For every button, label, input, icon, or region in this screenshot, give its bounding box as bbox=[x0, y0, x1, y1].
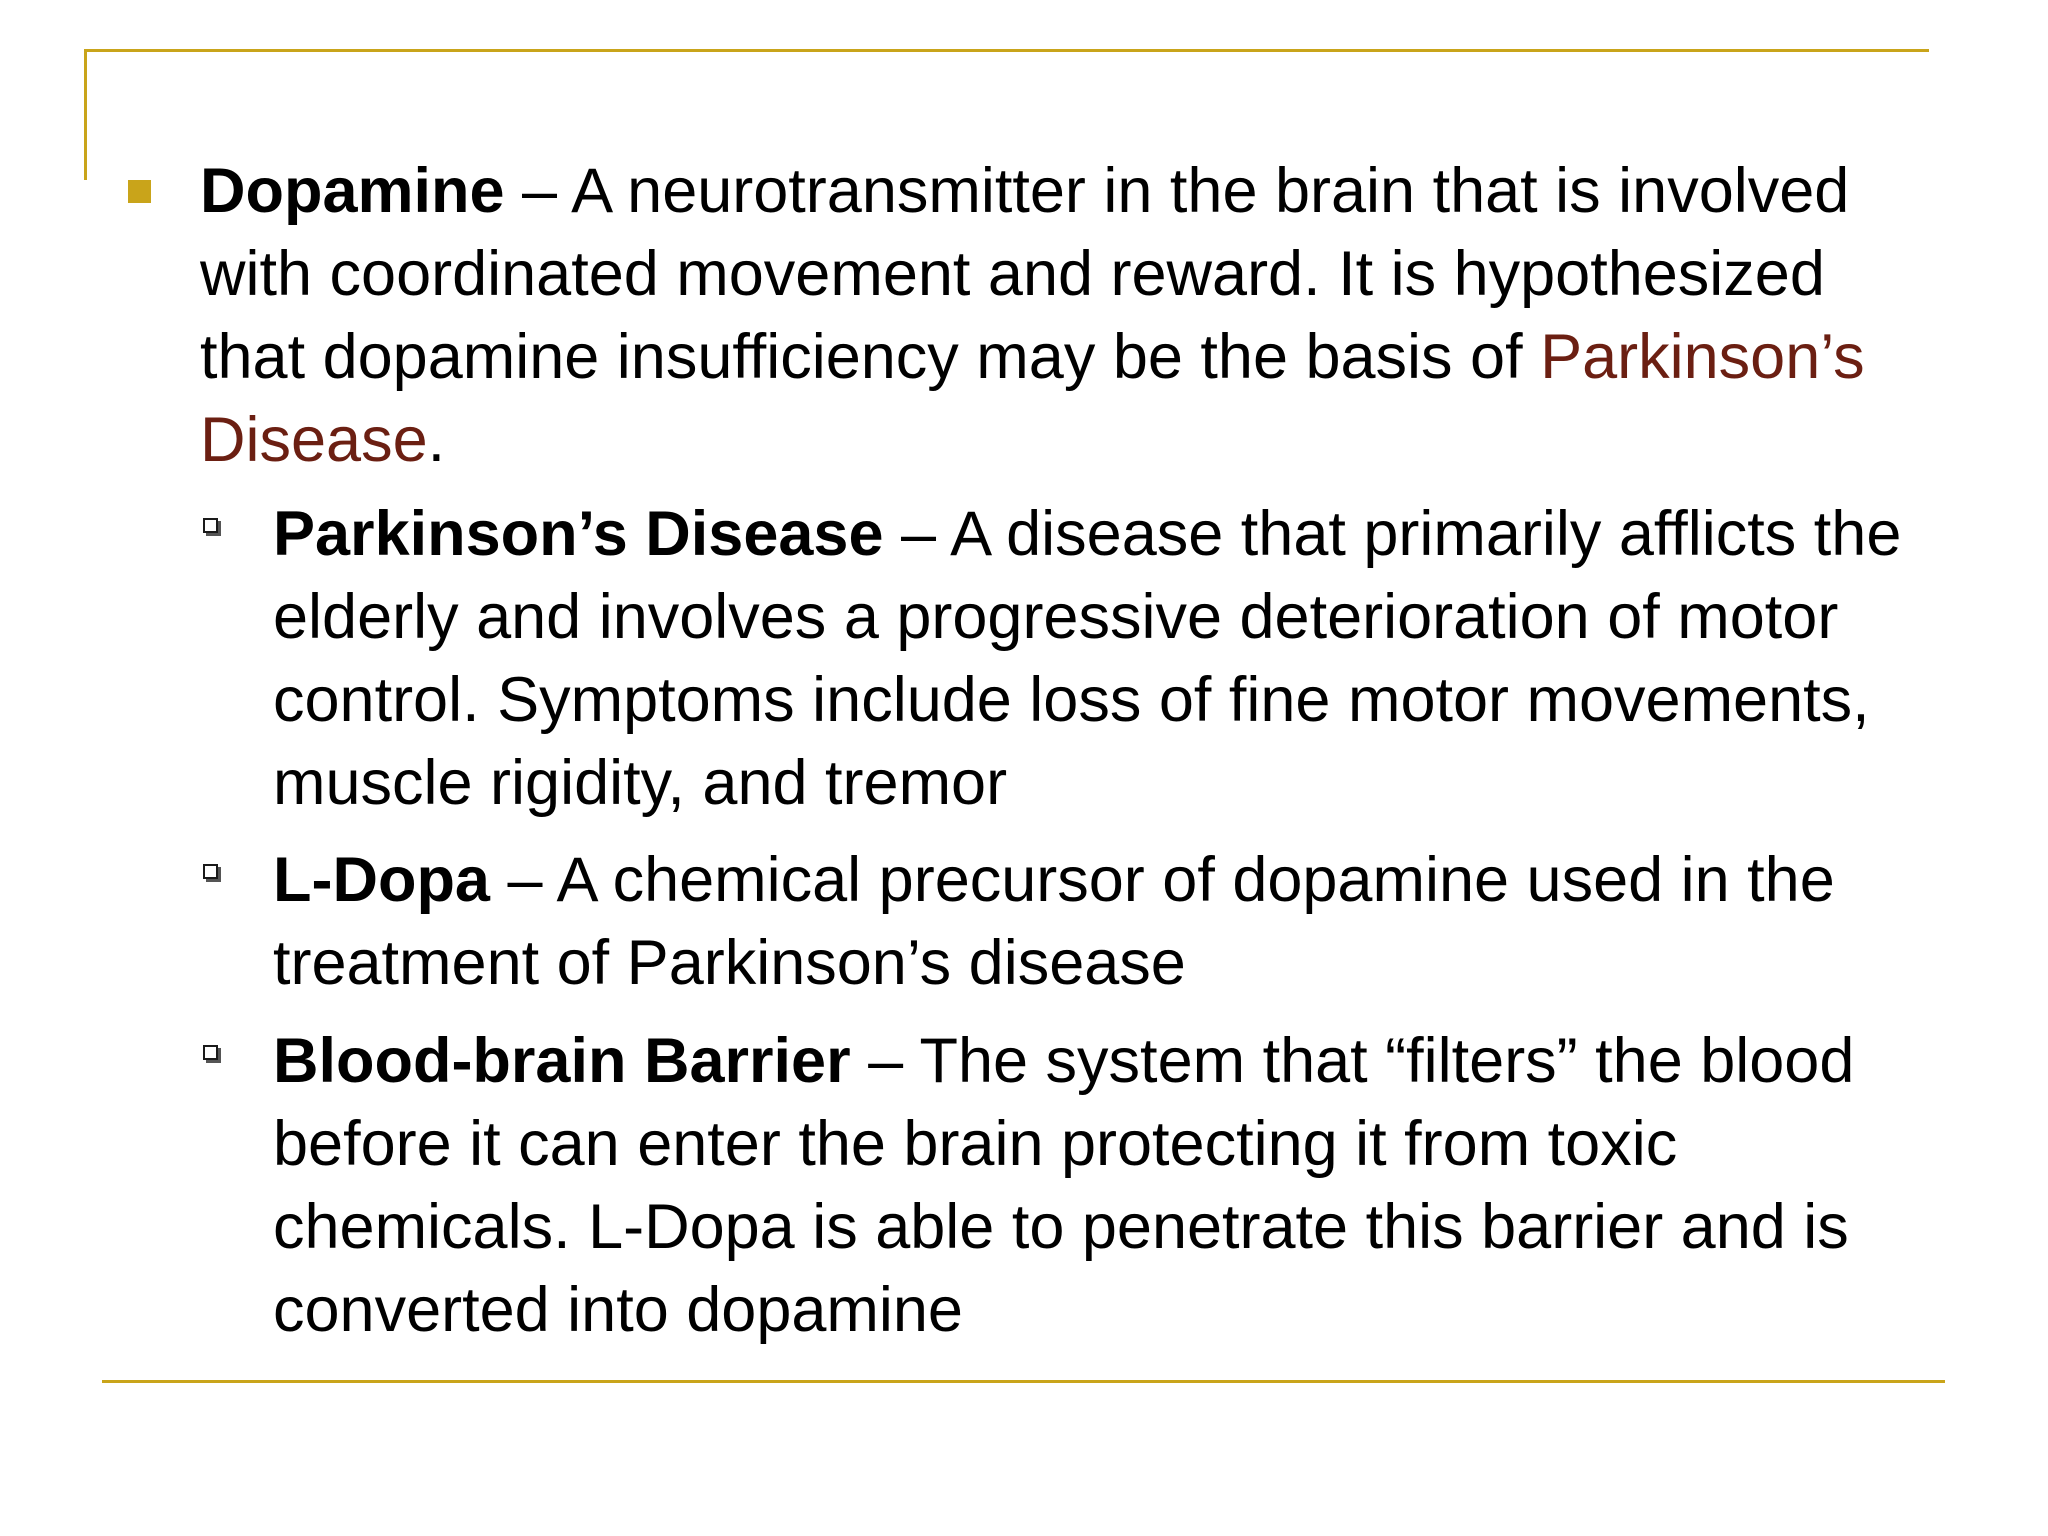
period: . bbox=[427, 405, 446, 475]
top-rule bbox=[84, 49, 1929, 52]
definition-blood-brain-barrier: The system that “filters” the blood before it can enter the brain protecting it from toxic chemicals. L-Dopa is able to penetrate this barrier and is converted into dopamine bbox=[273, 1026, 1855, 1345]
square-bullet-icon bbox=[128, 180, 151, 203]
term-blood-brain-barrier: Blood-brain Barrier bbox=[273, 1026, 851, 1096]
parkinsons-disease-link[interactable]: Parkinson’s Disease bbox=[200, 322, 1865, 475]
sub-bullet-ldopa bbox=[273, 839, 1913, 1005]
separator: – bbox=[883, 499, 951, 569]
checkbox-bullet-icon bbox=[203, 518, 218, 533]
definition-parkinsons: A disease that primarily afflicts the elderly and involves a progressive deterioration of motor control. Symptoms include loss of fine motor movements, muscle rigidity, and tremor bbox=[273, 499, 1902, 818]
term-dopamine: Dopamine bbox=[200, 156, 505, 226]
checkbox-bullet-icon bbox=[203, 864, 218, 879]
definition-dopamine: A neurotransmitter in the brain that is involved with coordinated movement and reward. It is hypothesized that dopamine insufficiency may be the basis of bbox=[200, 156, 1850, 392]
separator: – bbox=[489, 845, 557, 915]
bullet-dopamine bbox=[200, 150, 1880, 482]
sub-bullet-parkinsons bbox=[273, 493, 1913, 825]
separator: – bbox=[504, 156, 572, 226]
sub-bullet-blood-brain-barrier bbox=[273, 1020, 1913, 1352]
term-ldopa: L-Dopa bbox=[273, 845, 490, 915]
definition-ldopa: A chemical precursor of dopamine used in the treatment of Parkinson’s disease bbox=[273, 845, 1835, 998]
separator: – bbox=[850, 1026, 920, 1096]
checkbox-bullet-icon bbox=[203, 1045, 218, 1060]
term-parkinsons: Parkinson’s Disease bbox=[273, 499, 884, 569]
left-rule bbox=[84, 49, 87, 180]
bottom-rule bbox=[102, 1380, 1945, 1383]
